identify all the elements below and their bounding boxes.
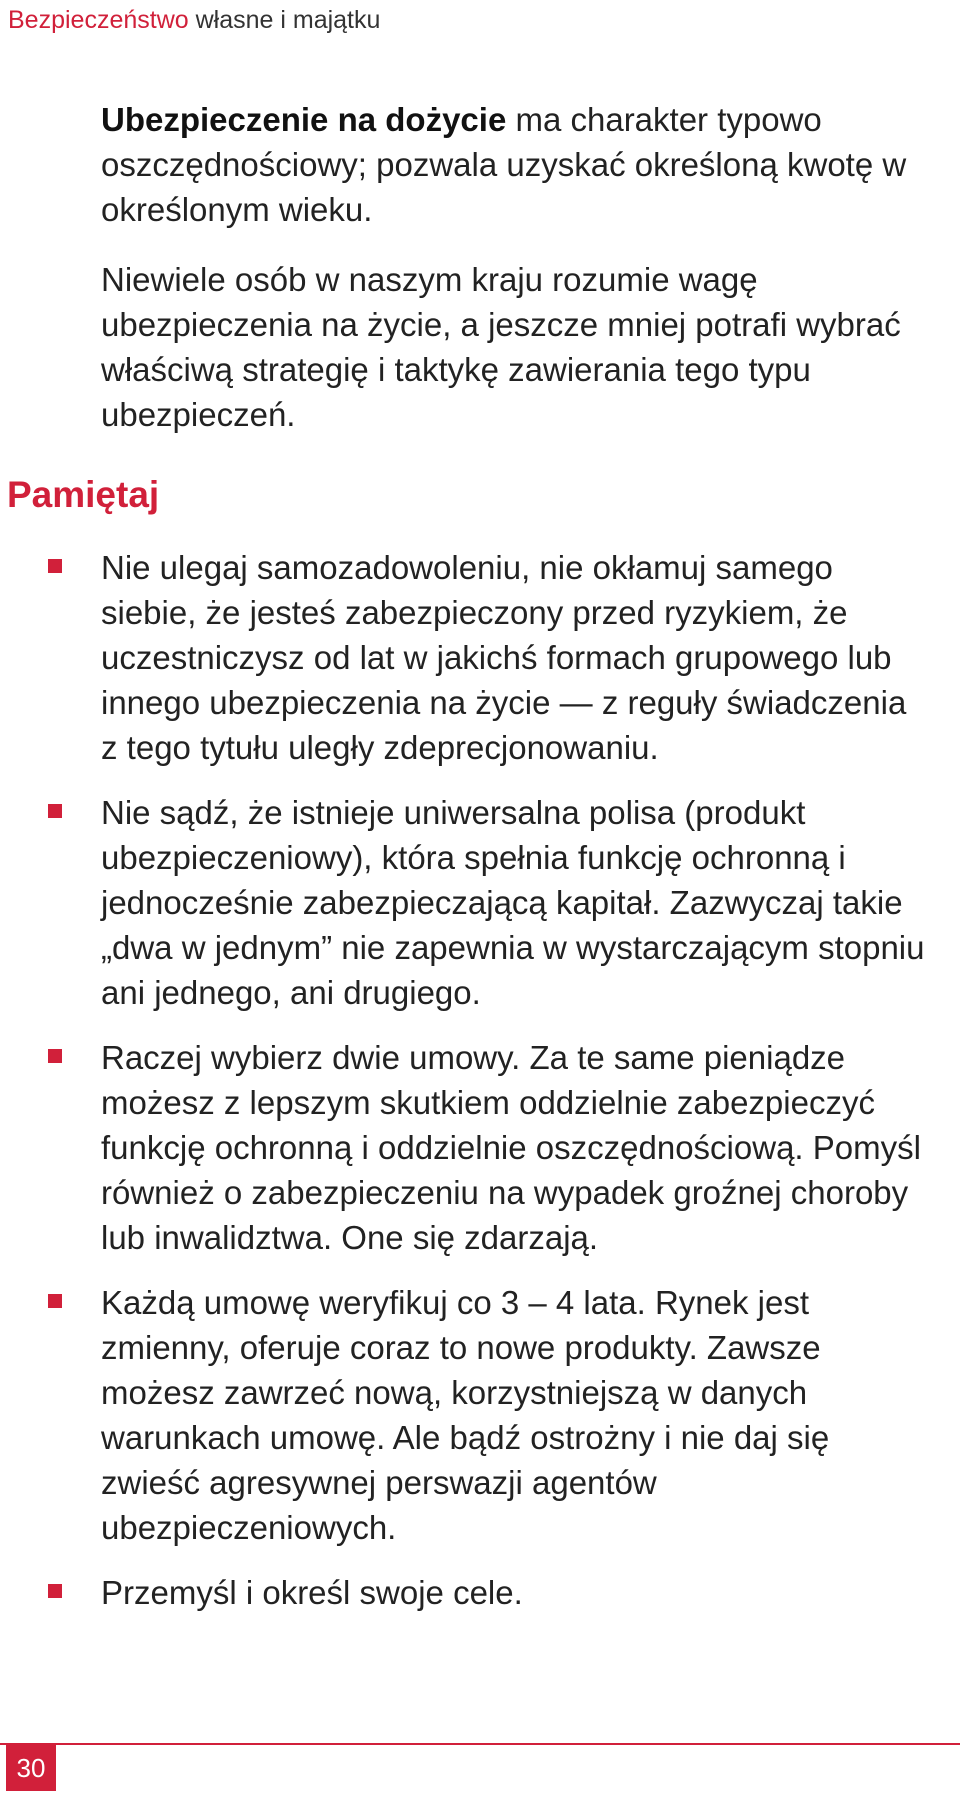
remember-list (101, 545, 931, 1615)
intro-definition-text: ma charakter typowo oszczędnościowy; pozwala uzyskać określoną kwotę w określonym wieku. (101, 101, 907, 228)
running-header-subtitle: własne i majątku (188, 6, 381, 34)
bullet-square-icon (48, 1584, 62, 1598)
list-item (101, 1035, 931, 1260)
list-item-text: Nie sądź, że istnieje uniwersalna polisa (produkt ubezpieczeniowy), która spełnia funkcję ochronną i jednocześnie zabezpieczającą kapitał. Zazwyczaj takie „dwa w jednym” nie zapewnia w wystarczającym stopniu ani jednego, ani drugiego. (101, 794, 925, 1011)
bullet-square-icon (48, 1049, 62, 1063)
running-header (8, 4, 380, 36)
bullet-square-icon (48, 804, 62, 818)
intro-definition-paragraph (101, 97, 931, 232)
footer-divider (0, 1743, 960, 1745)
list-item (101, 790, 931, 1015)
list-item (101, 1280, 931, 1550)
bullet-square-icon (48, 1294, 62, 1308)
intro-second-paragraph: Niewiele osób w naszym kraju rozumie wagę ubezpieczenia na życie, a jeszcze mniej potrafi wybrać właściwą strategię i taktykę zawierania tego typu ubezpieczeń. (101, 261, 901, 433)
list-item (101, 545, 931, 770)
list-item-text: Raczej wybierz dwie umowy. Za te same pieniądze możesz z lepszym skutkiem oddzielnie zabezpieczyć funkcję ochronną i oddzielnie oszczędnościową. Pomyśl również o zabezpieczeniu na wypadek groźnej choroby lub inwalidztwa. One się zdarzają. (101, 1039, 921, 1256)
page-number: 30 (6, 1745, 56, 1791)
list-item-text: Każdą umowę weryfikuj co 3 – 4 lata. Rynek jest zmienny, oferuje coraz to nowe produkty. Zawsze możesz zawrzeć nową, korzystniejszą w danych warunkach umowę. Ale bądź ostrożny i nie daj się zwieść agresywnej perswazji agentów ubezpieczeniowych. (101, 1284, 830, 1546)
bullet-square-icon (48, 559, 62, 573)
intro-term: Ubezpieczenie na dożycie (101, 101, 507, 138)
list-item (101, 1570, 931, 1615)
intro-section (101, 97, 931, 437)
remember-heading: Pamiętaj (7, 474, 160, 515)
running-header-section: Bezpieczeństwo (8, 6, 189, 34)
list-item-text: Przemyśl i określ swoje cele. (101, 1574, 523, 1611)
list-item-text: Nie ulegaj samozadowoleniu, nie okłamuj samego siebie, że jesteś zabezpieczony przed ryzykiem, że uczestniczysz od lat w jakichś formach grupowego lub innego ubezpieczenia na życie — z reguły świadczenia z tego tytułu uległy zdeprecjonowaniu. (101, 549, 907, 766)
